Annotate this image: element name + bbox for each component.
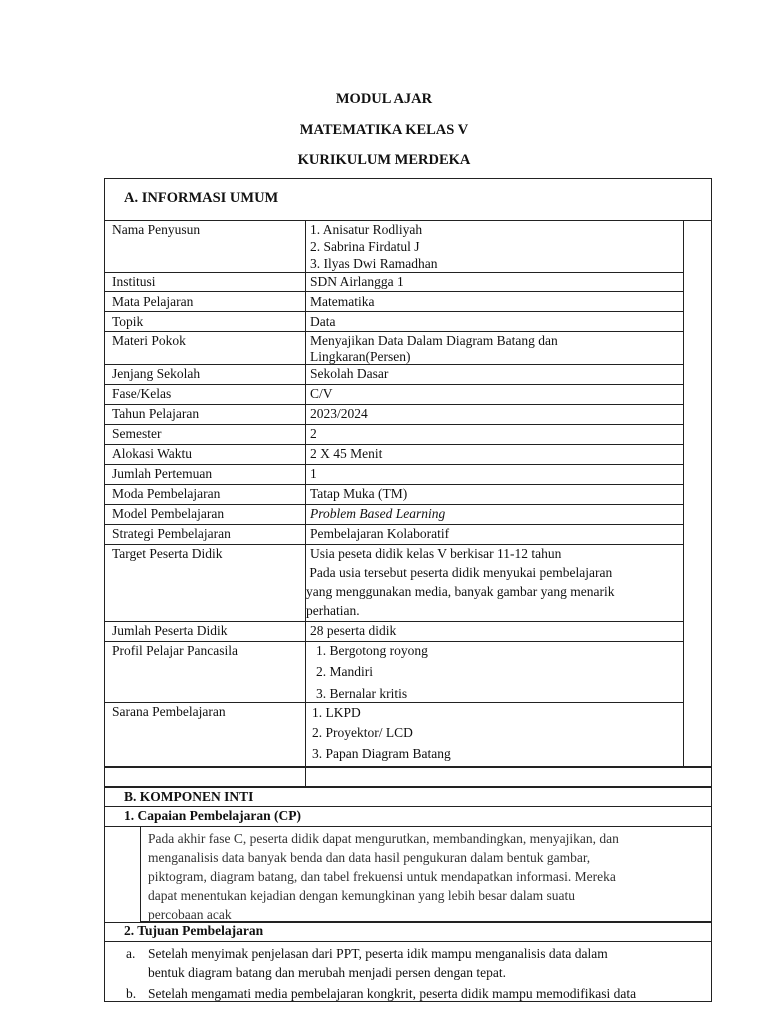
- value-penyusun-1: 1. Anisatur Rodliyah: [310, 222, 423, 237]
- value-sarana-1: 1. LKPD: [312, 705, 361, 720]
- doc-title: MODUL AJAR: [335, 91, 433, 107]
- value-materi-pokok-1: Menyajikan Data Dalam Diagram Batang dan: [310, 333, 558, 348]
- tp-marker-b: b.: [126, 986, 137, 1001]
- value-sarana-2: 2. Proyektor/ LCD: [312, 725, 413, 740]
- value-jumlah-peserta-didik: 28 peserta didik: [310, 623, 397, 638]
- section-a-title: A. INFORMASI UMUM: [124, 190, 279, 206]
- section-separator: [104, 767, 712, 787]
- label-topik: Topik: [112, 314, 144, 329]
- label-jenjang-sekolah: Jenjang Sekolah: [112, 366, 201, 381]
- label-jumlah-peserta-didik: Jumlah Peserta Didik: [112, 623, 228, 638]
- value-sarana-3: 3. Papan Diagram Batang: [312, 746, 451, 761]
- tp-a-line-1: Setelah menyimak penjelasan dari PPT, peserta idik mampu menganalisis data dalam: [148, 946, 608, 961]
- label-moda-pembelajaran: Moda Pembelajaran: [112, 486, 221, 501]
- label-nama-penyusun: Nama Penyusun: [112, 222, 201, 237]
- cp-line-2: menganalisis data banyak benda dan data hasil pengukuran dalam bentuk gambar,: [148, 850, 591, 865]
- doc-curriculum: KURIKULUM MERDEKA: [297, 152, 471, 168]
- cp-line-1: Pada akhir fase C, peserta didik dapat mengurutkan, membandingkan, menyajikan, dan: [148, 831, 619, 846]
- value-mata-pelajaran: Matematika: [310, 294, 375, 309]
- label-institusi: Institusi: [112, 274, 156, 289]
- value-profil-1: 1. Bergotong royong: [316, 643, 428, 658]
- value-tahun-pelajaran: 2023/2024: [310, 406, 368, 421]
- label-strategi-pembelajaran: Strategi Pembelajaran: [112, 526, 231, 541]
- value-materi-pokok-2: Lingkaran(Persen): [310, 349, 411, 364]
- section-b-title: B. KOMPONEN INTI: [124, 789, 254, 804]
- label-profil-pelajar: Profil Pelajar Pancasila: [112, 643, 238, 658]
- value-jenjang-sekolah: Sekolah Dasar: [310, 366, 389, 381]
- cp-line-3: piktogram, diagram batang, dan tabel frekuensi untuk mendapatkan informasi. Mereka: [148, 869, 616, 884]
- label-fase-kelas: Fase/Kelas: [112, 386, 172, 401]
- value-fase-kelas: C/V: [310, 386, 333, 401]
- doc-subtitle: MATEMATIKA KELAS V: [299, 122, 469, 138]
- label-target-peserta-didik: Target Peserta Didik: [112, 546, 223, 561]
- label-mata-pelajaran: Mata Pelajaran: [112, 294, 194, 309]
- cp-line-4: dapat menentukan kejadian dengan kemungkinan yang lebih besar dalam suatu: [148, 888, 575, 903]
- value-institusi: SDN Airlangga 1: [310, 274, 404, 289]
- cp-line-5: percobaan acak: [148, 907, 232, 922]
- label-tahun-pelajaran: Tahun Pelajaran: [112, 406, 200, 421]
- tp-title: 2. Tujuan Pembelajaran: [124, 923, 264, 938]
- value-profil-2: 2. Mandiri: [316, 664, 373, 679]
- tp-a-line-2: bentuk diagram batang dan merubah menjadi persen dengan tepat.: [148, 965, 506, 980]
- value-profil-3: 3. Bernalar kritis: [316, 686, 408, 701]
- value-moda-pembelajaran: Tatap Muka (TM): [310, 486, 408, 501]
- value-target-2: Pada usia tersebut peserta didik menyukai pembelajaran: [306, 565, 613, 580]
- value-target-1: Usia peseta didik kelas V berkisar 11-12 tahun: [310, 546, 562, 561]
- value-penyusun-3: 3. Ilyas Dwi Ramadhan: [310, 256, 438, 271]
- value-penyusun-2: 2. Sabrina Firdatul J: [310, 239, 420, 254]
- label-semester: Semester: [112, 426, 162, 441]
- label-model-pembelajaran: Model Pembelajaran: [112, 506, 225, 521]
- label-alokasi-waktu: Alokasi Waktu: [112, 446, 193, 461]
- tp-b-line-1: Setelah mengamati media pembelajaran kongkrit, peserta didik mampu memodifikasi data: [148, 986, 637, 1001]
- value-jumlah-pertemuan: 1: [310, 466, 317, 481]
- label-jumlah-pertemuan: Jumlah Pertemuan: [112, 466, 213, 481]
- tp-marker-a: a.: [126, 946, 136, 961]
- value-target-4: perhatian.: [306, 603, 360, 618]
- value-target-3: yang menggunakan media, banyak gambar yang menarik: [306, 584, 615, 599]
- value-semester: 2: [310, 426, 317, 441]
- label-sarana-pembelajaran: Sarana Pembelajaran: [112, 704, 226, 719]
- value-model-pembelajaran: Problem Based Learning: [310, 506, 446, 521]
- value-alokasi-waktu: 2 X 45 Menit: [310, 446, 383, 461]
- cp-title: 1. Capaian Pembelajaran (CP): [124, 808, 301, 823]
- label-materi-pokok: Materi Pokok: [112, 333, 186, 348]
- value-strategi-pembelajaran: Pembelajaran Kolaboratif: [310, 526, 450, 541]
- value-topik: Data: [310, 314, 336, 329]
